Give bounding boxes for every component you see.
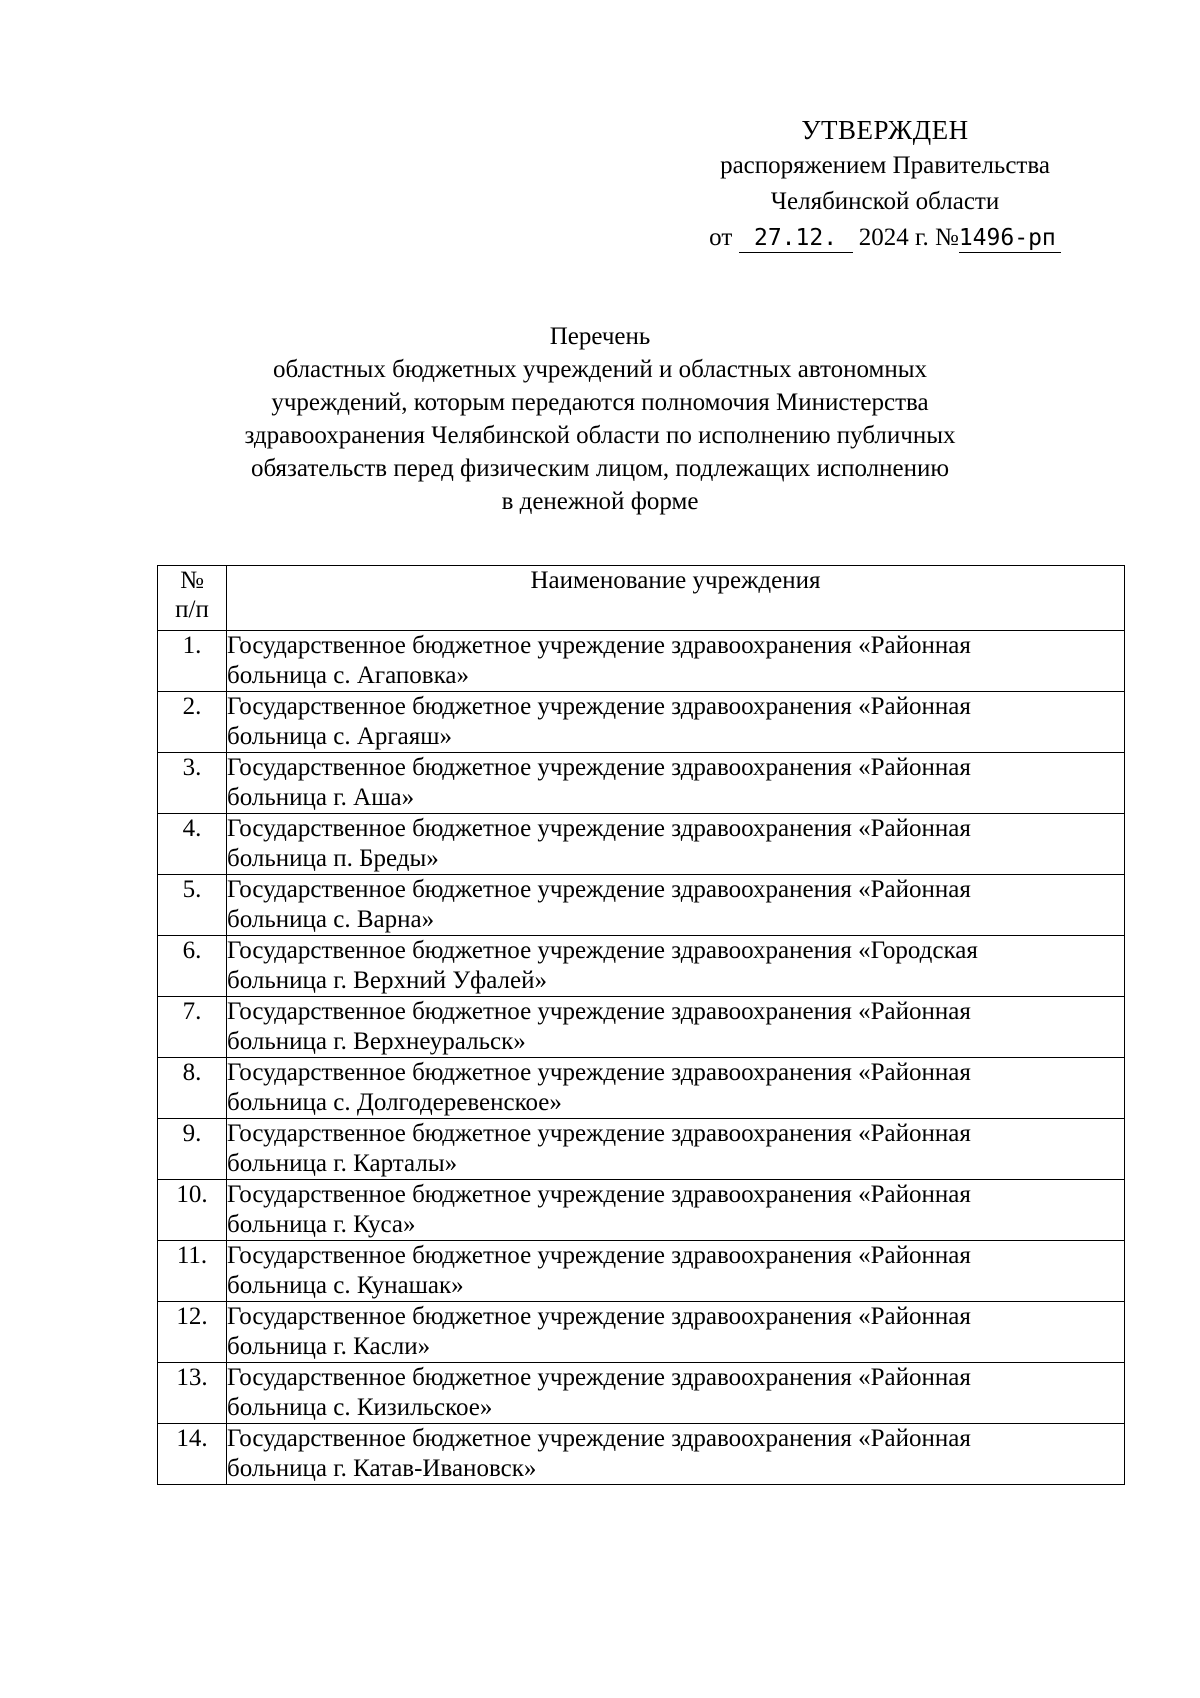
institution-name-line-1: Государственное бюджетное учреждение здравоохранения «Районная — [227, 998, 971, 1025]
institution-name-line-1: Государственное бюджетное учреждение здравоохранения «Районная — [227, 815, 971, 842]
table-row — [158, 1180, 1125, 1241]
column-header-name: Наименование учреждения — [227, 566, 1125, 631]
institution-name-line-1: Государственное бюджетное учреждение здравоохранения «Районная — [227, 1303, 971, 1330]
institution-name-line-2: больница г. Верхний Уфалей» — [227, 967, 548, 994]
table-row — [158, 814, 1125, 875]
institution-name-line-2: больница г. Верхнеуральск» — [227, 1028, 526, 1055]
institution-name-line-1: Государственное бюджетное учреждение здравоохранения «Районная — [227, 1120, 971, 1147]
institution-name-line-2: больница с. Долгодеревенское» — [227, 1089, 562, 1116]
row-number: 10. — [158, 1180, 227, 1241]
table-row — [158, 1058, 1125, 1119]
row-number: 2. — [158, 692, 227, 753]
row-number: 6. — [158, 936, 227, 997]
table-body — [158, 631, 1125, 1485]
institution-name — [227, 1424, 1125, 1485]
institution-name-line-2: больница с. Кизильское» — [227, 1394, 493, 1421]
table-row — [158, 631, 1125, 692]
institution-name-line-2: больница г. Аша» — [227, 784, 415, 811]
row-number: 7. — [158, 997, 227, 1058]
row-number: 13. — [158, 1363, 227, 1424]
heading-line-6: в денежной форме — [501, 488, 699, 515]
institution-name-line-2: больница г. Куса» — [227, 1211, 416, 1238]
table-row — [158, 753, 1125, 814]
institution-name — [227, 1119, 1125, 1180]
institution-name-line-1: Государственное бюджетное учреждение здравоохранения «Районная — [227, 1242, 971, 1269]
institutions-table — [157, 565, 1125, 1485]
institution-name-line-1: Государственное бюджетное учреждение здравоохранения «Районная — [227, 754, 971, 781]
row-number: 1. — [158, 631, 227, 692]
institution-name-line-1: Государственное бюджетное учреждение здравоохранения «Районная — [227, 876, 971, 903]
heading-line-2: областных бюджетных учреждений и областных автономных — [272, 356, 928, 383]
institution-name-line-1: Государственное бюджетное учреждение здравоохранения «Районная — [227, 693, 971, 720]
table-row — [158, 1241, 1125, 1302]
institution-name-line-2: больница г. Катав-Ивановск» — [227, 1455, 537, 1482]
institution-name — [227, 1058, 1125, 1119]
year-label: 2024 г. № — [858, 224, 959, 251]
table-row — [158, 997, 1125, 1058]
table-row — [158, 1302, 1125, 1363]
institution-name-line-2: больница с. Аргаяш» — [227, 723, 452, 750]
row-number: 12. — [158, 1302, 227, 1363]
institution-name — [227, 875, 1125, 936]
table-row — [158, 692, 1125, 753]
table-row — [158, 1424, 1125, 1485]
table-row — [158, 1119, 1125, 1180]
institution-name-line-1: Государственное бюджетное учреждение здравоохранения «Районная — [227, 1181, 971, 1208]
institution-name — [227, 631, 1125, 692]
institution-name-line-2: больница г. Карталы» — [227, 1150, 458, 1177]
institution-name — [227, 692, 1125, 753]
institution-name — [227, 1180, 1125, 1241]
institution-name-line-1: Государственное бюджетное учреждение здравоохранения «Районная — [227, 1059, 971, 1086]
institution-name-line-2: больница г. Касли» — [227, 1333, 431, 1360]
institution-name — [227, 997, 1125, 1058]
column-header-number-line-1: № — [180, 567, 204, 594]
heading-line-3: учреждений, которым передаются полномочия Министерства — [271, 389, 929, 416]
table-header-row — [158, 566, 1125, 631]
institution-name — [227, 1241, 1125, 1302]
institution-name-line-2: больница с. Варна» — [227, 906, 435, 933]
institution-name-line-1: Государственное бюджетное учреждение здравоохранения «Районная — [227, 632, 971, 659]
heading-line-1: Перечень — [549, 323, 651, 350]
column-header-number-line-2: п/п — [175, 596, 209, 623]
institution-name — [227, 1363, 1125, 1424]
row-number: 11. — [158, 1241, 227, 1302]
table-row — [158, 1363, 1125, 1424]
row-number: 9. — [158, 1119, 227, 1180]
document-heading — [150, 320, 1050, 518]
heading-line-4: здравоохранения Челябинской области по исполнению публичных — [244, 422, 956, 449]
institution-name-line-2: больница с. Кунашак» — [227, 1272, 464, 1299]
institution-name-line-1: Государственное бюджетное учреждение здравоохранения «Городская — [227, 937, 978, 964]
table-row — [158, 936, 1125, 997]
date-field: 27.12. — [739, 224, 853, 253]
column-header-number — [158, 566, 227, 631]
row-number: 8. — [158, 1058, 227, 1119]
number-field: 1496-рп — [959, 224, 1061, 253]
institution-name-line-2: больница с. Агаповка» — [227, 662, 469, 689]
institution-name-line-1: Государственное бюджетное учреждение здравоохранения «Районная — [227, 1364, 971, 1391]
approval-line-2: Челябинской области — [770, 188, 1000, 215]
institution-name — [227, 1302, 1125, 1363]
heading-line-5: обязательств перед физическим лицом, подлежащих исполнению — [250, 455, 950, 482]
row-number: 3. — [158, 753, 227, 814]
row-number: 4. — [158, 814, 227, 875]
row-number: 5. — [158, 875, 227, 936]
row-number: 14. — [158, 1424, 227, 1485]
institution-name — [227, 936, 1125, 997]
from-label: от — [709, 224, 733, 251]
institution-name-line-2: больница п. Бреды» — [227, 845, 439, 872]
approval-date-line — [690, 220, 1080, 256]
institution-name — [227, 753, 1125, 814]
approval-line-1: распоряжением Правительства — [720, 152, 1050, 179]
institution-name — [227, 814, 1125, 875]
table-row — [158, 875, 1125, 936]
institution-name-line-1: Государственное бюджетное учреждение здравоохранения «Районная — [227, 1425, 971, 1452]
approval-block — [690, 112, 1080, 256]
approval-title: УТВЕРЖДЕН — [801, 115, 969, 145]
